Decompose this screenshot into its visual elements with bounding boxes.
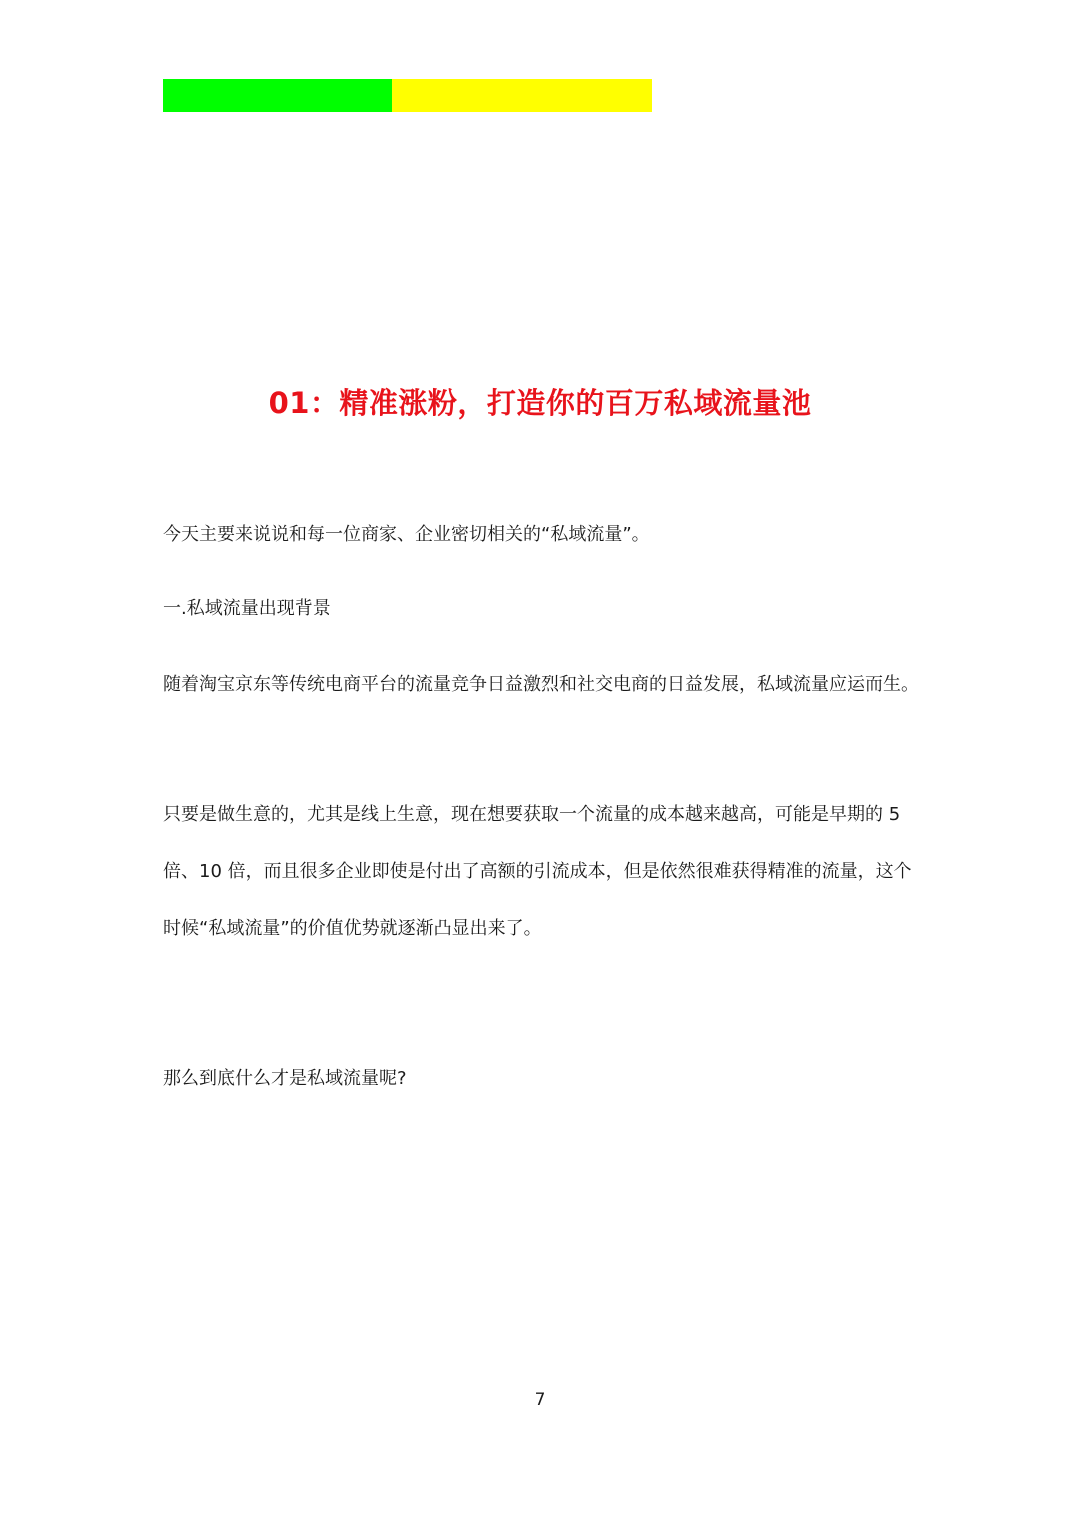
green-bar-segment — [163, 79, 392, 112]
background-paragraph: 随着淘宝京东等传统电商平台的流量竞争日益激烈和社交电商的日益发展，私域流量应运而生。 — [163, 674, 919, 695]
page-number: 7 — [534, 1390, 546, 1410]
cost-paragraph: 只要是做生意的，尤其是线上生意，现在想要获取一个流量的成本越来越高，可能是早期的 5 倍、10 倍，而且很多企业即使是付出了高额的引流成本，但是依然很难获得精准的流量，这个时候“私域流量”的价值优势就逐渐凸显出来了。 — [163, 804, 912, 939]
section-title: 01：精准涨粉，打造你的百万私域流量池 — [268, 386, 812, 421]
intro-paragraph: 今天主要来说说和每一位商家、企业密切相关的“私域流量”。 — [163, 524, 650, 545]
section-heading: 一.私域流量出现背景 — [163, 598, 331, 619]
question-paragraph: 那么到底什么才是私域流量呢? — [163, 1068, 407, 1089]
yellow-bar-segment — [392, 79, 652, 112]
header-color-bar — [163, 79, 652, 112]
